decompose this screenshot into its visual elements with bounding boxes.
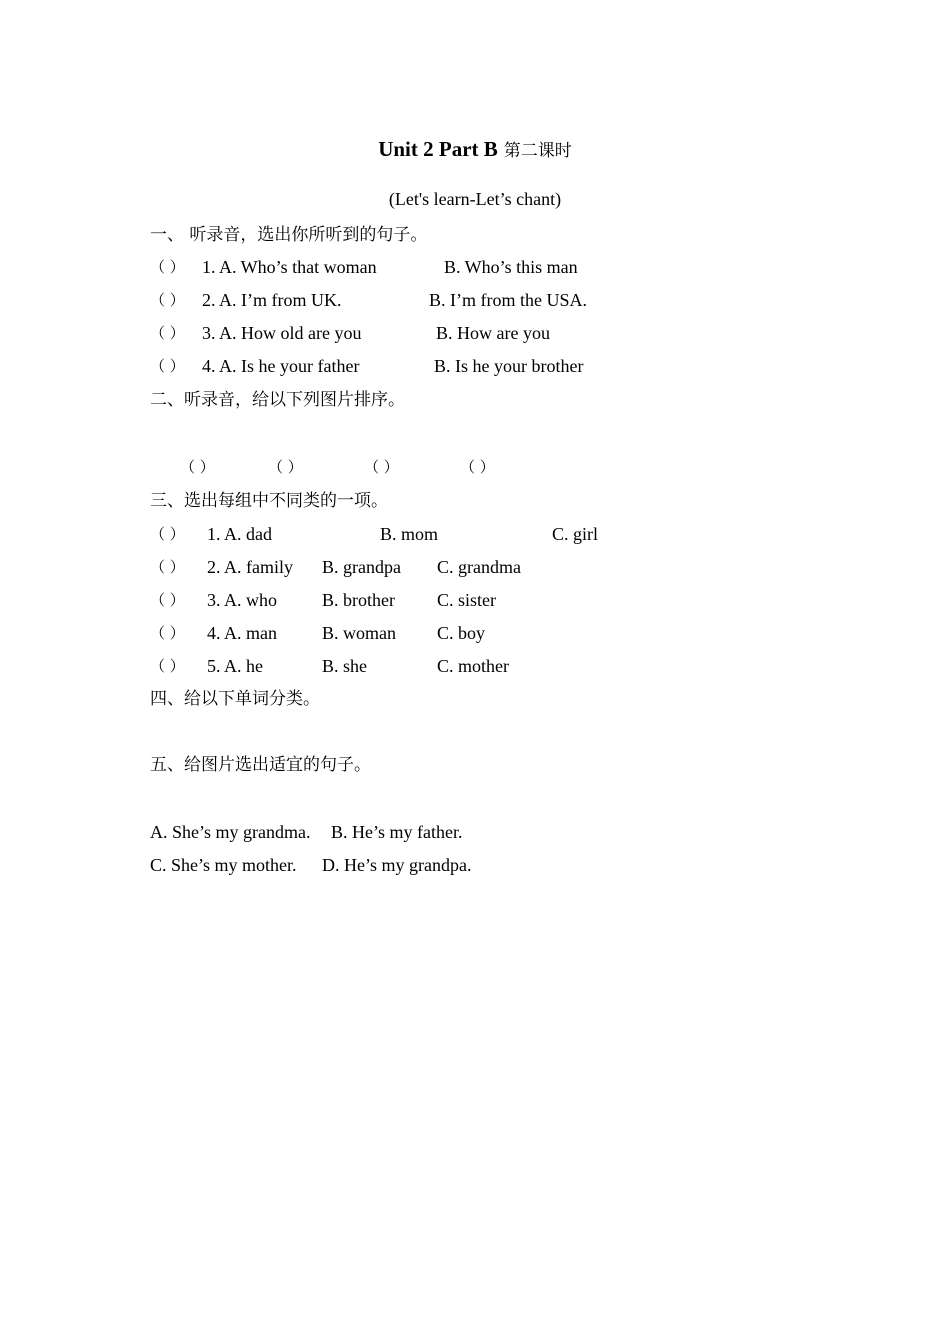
section3-heading: 三、选出每组中不同类的一项。 [150,491,388,511]
title-chinese: 第二课时 [503,141,572,161]
option-a: 4. A. Is he your father [202,356,360,376]
option-b: B. woman [322,623,396,643]
answer-blank: （ ） [150,624,185,642]
section5-heading: 五、给图片选出适宜的句子。 [150,755,371,775]
option-c: C. grandma [437,557,521,577]
option-b: B. grandpa [322,557,401,577]
option-a: 3. A. who [207,590,278,610]
order-blank: （ ） [460,458,495,476]
answer-blank: （ ） [150,291,185,309]
option-b: B. Is he your brother [434,356,584,376]
option-c: C. mother [437,656,509,676]
option-b: B. she [322,656,367,676]
section2-heading: 二、听录音，给以下列图片排序。 [150,390,405,410]
option-b: B. Who’s this man [444,257,578,277]
option-c: C. sister [437,590,497,610]
section1-heading: 一、 听录音，选出你所听到的句子。 [150,225,428,245]
answer-blank: （ ） [150,258,185,276]
option-b: B. I’m from the USA. [429,290,587,310]
order-blank: （ ） [364,458,399,476]
answer-blank: （ ） [150,558,185,576]
order-blank: （ ） [268,458,303,476]
option-a: 2. A. family [207,557,293,577]
sentence-option: C. She’s my mother. [150,855,297,875]
title-english: Unit 2 Part B [378,137,498,161]
sentence-option: D. He’s my grandpa. [322,855,472,875]
option-b: B. mom [380,524,439,544]
option-b: B. brother [322,590,395,610]
sentence-option: A. She’s my grandma. [150,822,311,842]
answer-blank: （ ） [150,357,185,375]
page-subtitle: (Let's learn-Let’s chant) [388,189,562,209]
section4-heading: 四、给以下单词分类。 [150,689,320,709]
sentence-option: B. He’s my father. [331,822,463,842]
option-b: B. How are you [436,323,550,343]
option-a: 5. A. he [207,656,263,676]
option-a: 1. A. Who’s that woman [202,257,377,277]
answer-blank: （ ） [150,525,185,543]
option-a: 3. A. How old are you [202,323,362,343]
page-title [0,138,950,162]
option-a: 4. A. man [207,623,277,643]
answer-blank: （ ） [150,591,185,609]
answer-blank: （ ） [150,657,185,675]
order-blank: （ ） [180,458,215,476]
answer-blank: （ ） [150,324,185,342]
option-a: 1. A. dad [207,524,272,544]
option-c: C. boy [437,623,486,643]
option-a: 2. A. I’m from UK. [202,290,342,310]
option-c: C. girl [552,524,599,544]
